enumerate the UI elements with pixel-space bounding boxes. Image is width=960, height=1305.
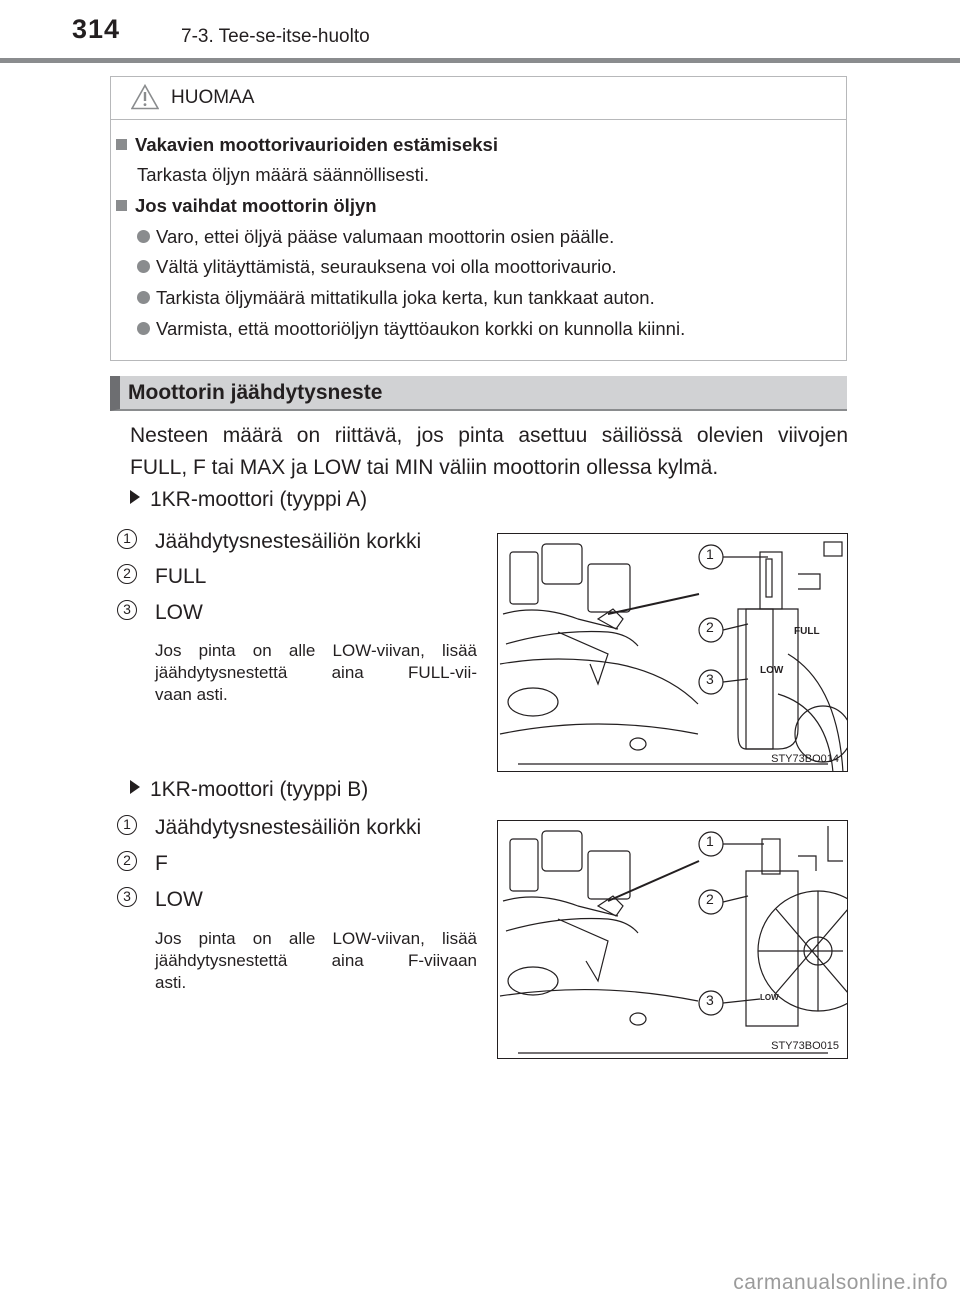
engine-b-note: Jos pinta on alle LOW-viivan, lisää jäähdytysnestettä aina F-viivaan asti. [155, 929, 477, 992]
square-bullet-icon [116, 139, 127, 150]
notice-bullet: Varo, ettei öljyä pääse valumaan moottorin osien päälle. [137, 225, 614, 249]
label-number-badge: 3 [117, 600, 137, 620]
label-text: LOW [155, 601, 203, 624]
section-heading-text: Moottorin jäähdytysneste [128, 381, 383, 404]
square-bullet-icon [116, 200, 127, 211]
notice-bullet: Vältä ylitäyttämistä, seurauksena voi olla moottorivaurio. [137, 255, 617, 279]
label-text: FULL [155, 565, 207, 588]
full-mark: FULL [794, 626, 820, 637]
engine-a-illustration [498, 534, 848, 772]
engine-b-illustration [498, 821, 848, 1059]
label-number-badge: 3 [117, 887, 137, 907]
callout-2: 2 [706, 619, 714, 635]
label-text: Jäähdytysnestesäiliön korkki [155, 816, 422, 839]
low-mark: LOW [760, 665, 784, 676]
engine-b-figure [497, 820, 848, 1059]
intro-line-2: FULL, F tai MAX ja LOW tai MIN väliin moottorin ollessa kylmä. [130, 456, 719, 479]
engine-b-title: 1KR-moottori (tyyppi B) [130, 778, 368, 802]
label-number-badge: 2 [117, 851, 137, 871]
low-mark: LOW [760, 993, 779, 1002]
notice-title: HUOMAA [171, 87, 255, 108]
label-text: F [155, 852, 168, 875]
round-bullet-icon [137, 230, 150, 243]
notice-heading-1: Vakavien moottorivaurioiden estämiseksi [111, 133, 498, 157]
label-number-badge: 1 [117, 529, 137, 549]
notice-box [110, 76, 847, 361]
section-title: 7-3. Tee-se-itse-huolto [181, 26, 370, 47]
label-text: Jäähdytysnestesäiliön korkki [155, 530, 422, 553]
triangle-bullet-icon [130, 780, 140, 794]
warning-icon [131, 84, 159, 110]
callout-1: 1 [706, 546, 714, 562]
round-bullet-icon [137, 322, 150, 335]
round-bullet-icon [137, 291, 150, 304]
engine-a-figure [497, 533, 848, 772]
label-text: LOW [155, 888, 203, 911]
triangle-bullet-icon [130, 490, 140, 504]
engine-a-title: 1KR-moottori (tyyppi A) [130, 488, 367, 512]
figure-code: STY73BO014 [771, 753, 839, 765]
engine-a-note: Jos pinta on alle LOW-viivan, lisää jäähdytysnestettä aina FULL-vii- vaan asti. [155, 641, 477, 704]
label-number-badge: 1 [117, 815, 137, 835]
notice-text: Tarkasta öljyn määrä säännöllisesti. [137, 164, 430, 185]
figure-code: STY73BO015 [771, 1040, 839, 1052]
callout-1: 1 [706, 833, 714, 849]
notice-bullet: Tarkista öljymäärä mittatikulla joka kerta, kun tankkaat auton. [137, 286, 655, 310]
callout-2: 2 [706, 891, 714, 907]
notice-header [111, 77, 846, 120]
notice-heading-2: Jos vaihdat moottorin öljyn [111, 194, 377, 218]
header-rule [0, 58, 960, 63]
intro-line-1: Nesteen määrä on riittävä, jos pinta asettuu säiliössä olevien viivojen [130, 424, 848, 447]
watermark: carmanualsonline.info [733, 1271, 948, 1294]
callout-3: 3 [706, 671, 714, 687]
label-number-badge: 2 [117, 564, 137, 584]
round-bullet-icon [137, 260, 150, 273]
page-number: 314 [72, 14, 121, 44]
callout-3: 3 [706, 992, 714, 1008]
section-heading [110, 376, 847, 411]
notice-bullet: Varmista, että moottoriöljyn täyttöaukon korkki on kunnolla kiinni. [137, 317, 685, 341]
